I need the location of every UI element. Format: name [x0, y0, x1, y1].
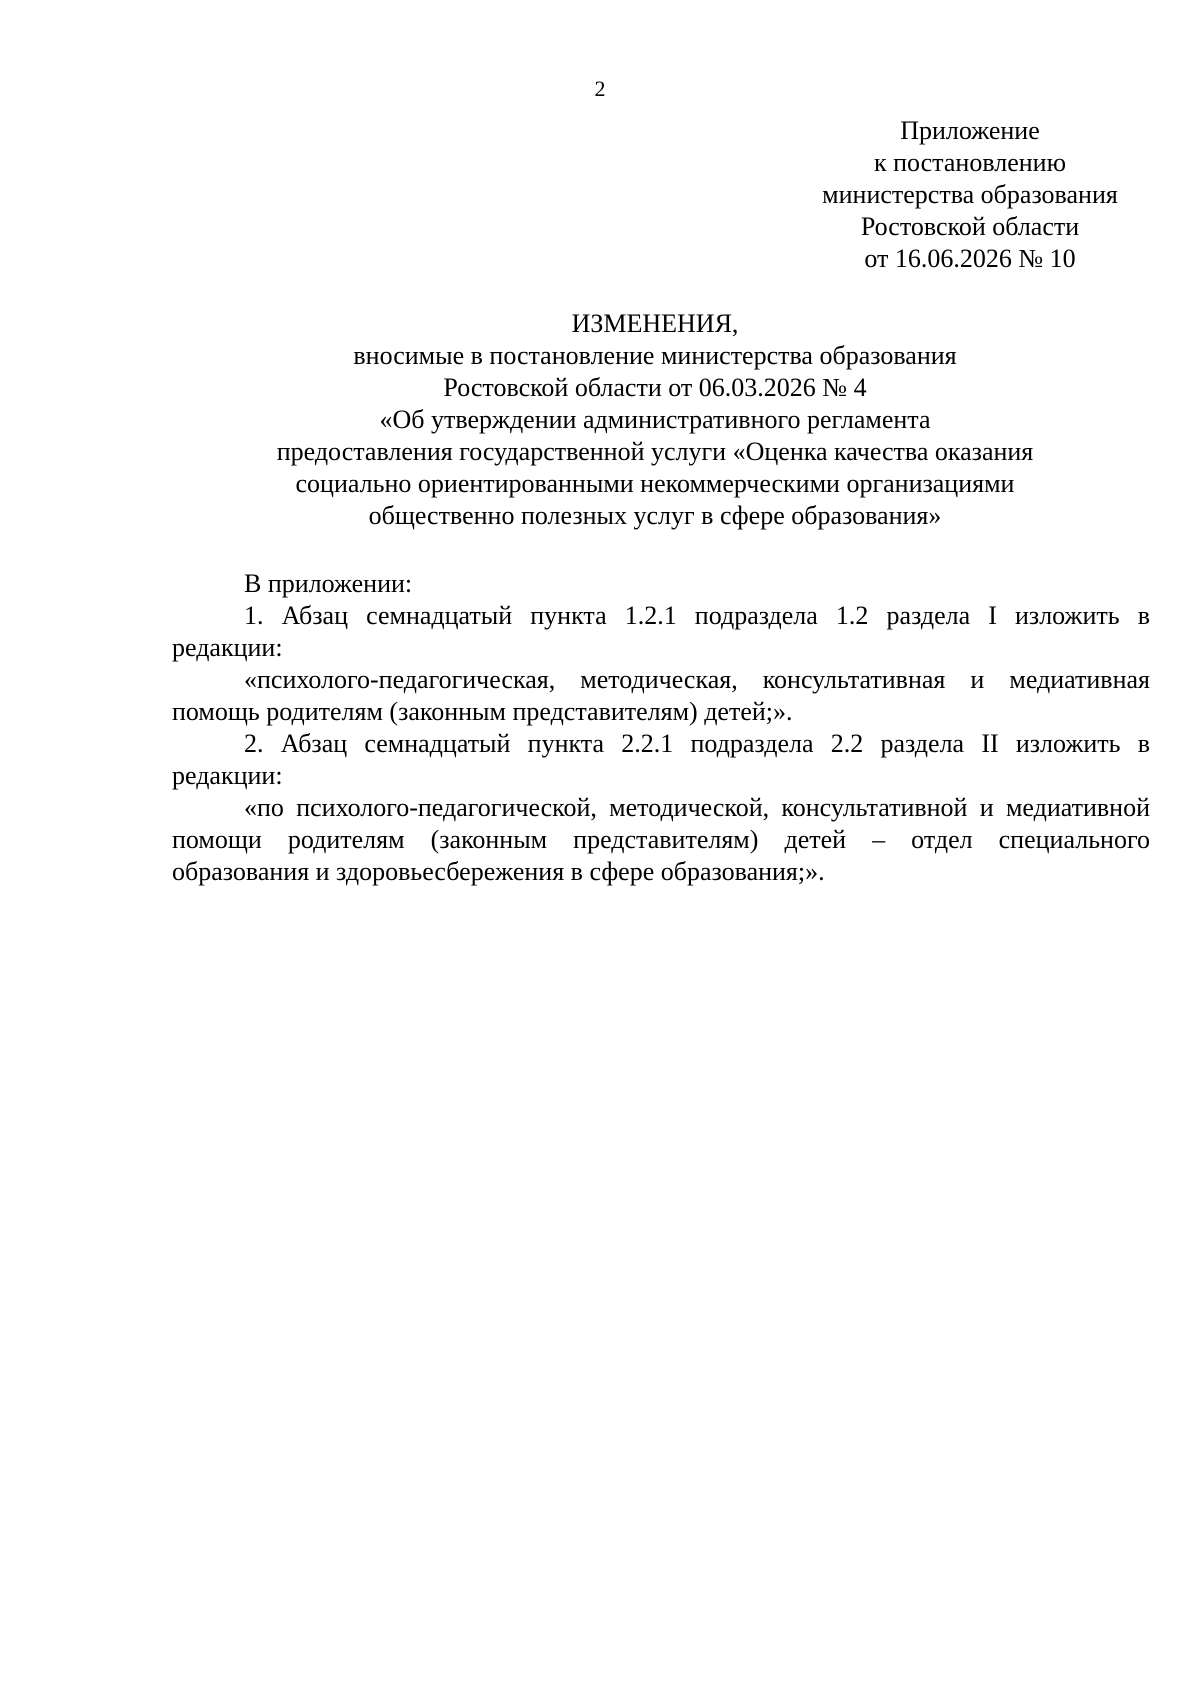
document-body: [172, 568, 1150, 888]
amendment-quote-1: «психолого-педагогическая, методическая, консультативная и медиативная помощь родителям (законным представителям) детей;».: [172, 665, 1150, 726]
appendix-reference: [790, 115, 1150, 275]
title-heading: ИЗМЕНЕНИЯ,: [571, 309, 739, 338]
appendix-line: Ростовской области: [860, 212, 1080, 241]
amendment-quote-2: «по психолого-педагогической, методической, консультативной и медиативной помощи родителям (законным представителям) детей – отдел специального образования и здоровьесбережения в сфере образования;».: [172, 793, 1150, 886]
title-line: социально ориентированными некоммерческими организациями: [295, 469, 1015, 498]
page-number: 2: [594, 76, 606, 101]
appendix-line: министерства образования: [822, 180, 1118, 209]
body-intro: В приложении:: [244, 569, 413, 598]
title-line: общественно полезных услуг в сфере образования»: [368, 501, 942, 530]
document-title: [160, 308, 1150, 532]
appendix-line: Приложение: [900, 116, 1040, 145]
title-line: Ростовской области от 06.03.2026 № 4: [443, 373, 867, 402]
title-line: «Об утверждении административного регламента: [379, 405, 931, 434]
amendment-item-1: 1. Абзац семнадцатый пункта 1.2.1 подраздела 1.2 раздела I изложить в редакции:: [172, 601, 1150, 662]
appendix-line: от 16.06.2026 № 10: [864, 244, 1076, 273]
title-line: вносимые в постановление министерства образования: [353, 341, 957, 370]
amendment-item-2: 2. Абзац семнадцатый пункта 2.2.1 подраздела 2.2 раздела II изложить в редакции:: [172, 729, 1150, 790]
title-line: предоставления государственной услуги «Оценка качества оказания: [276, 437, 1034, 466]
appendix-line: к постановлению: [873, 148, 1067, 177]
